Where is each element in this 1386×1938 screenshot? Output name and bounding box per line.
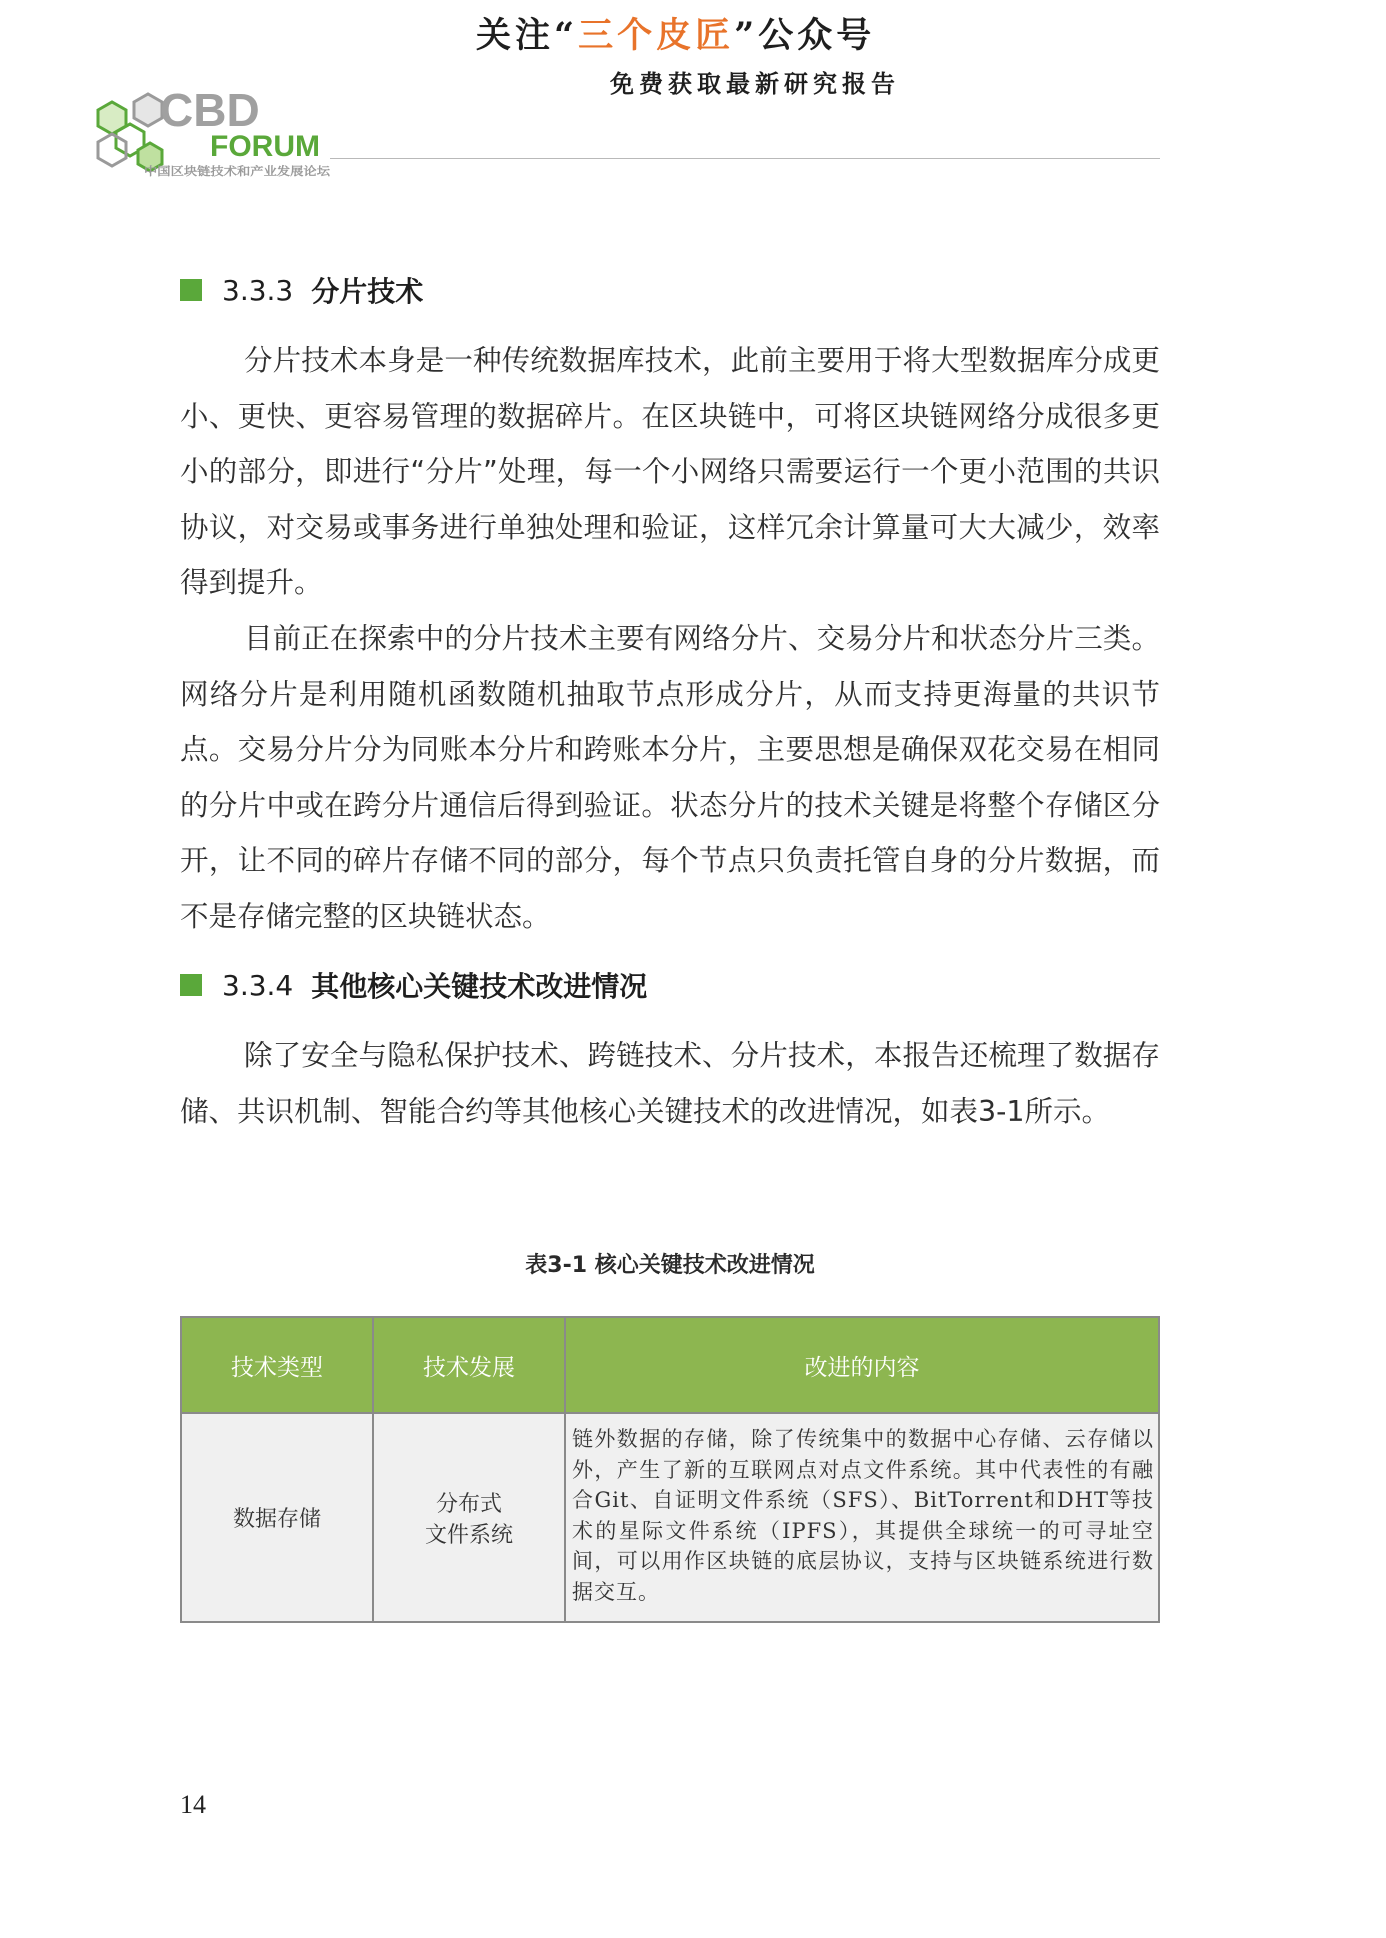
table-row [181,1413,1159,1622]
logo-cbd-text: CBD [160,84,260,136]
cbd-forum-logo [78,80,338,180]
section-title: 其他核心关键技术改进情况 [311,970,648,1003]
logo-forum-text: FORUM [210,130,320,163]
promo-highlight: 三个皮匠 [578,15,735,56]
cell-improvement-content: 链外数据的存储，除了传统集中的数据中心存储、云存储以外，产生了新的互联网点对点文件系统。其中代表性的有融合Git、自证明文件系统（SFS）、BitTorrent和DHT等技术的星际文件系统（IPFS），其提供全球统一的可寻址空间，可以用作区块链的底层协议，支持与区块链系统进行数据交互。 [565,1413,1159,1622]
section-heading-334 [180,965,647,1005]
green-square-bullet-icon [180,279,202,301]
promo-title: 关注“三个皮匠”公众号 [476,15,876,56]
section-number: 3.3.3 [222,273,294,307]
section-title: 分片技术 [311,275,424,308]
green-square-bullet-icon [180,974,202,996]
section-heading-333 [180,270,423,310]
section-number: 3.3.4 [222,968,294,1002]
header-cell: 技术发展 [373,1317,565,1413]
hexagon-cluster-icon [98,94,162,171]
paragraph: 分片技术本身是一种传统数据库技术，此前主要用于将大型数据库分成更小、更快、更容易管理的数据碎片。在区块链中，可将区块链网络分成很多更小的部分，即进行“分片”处理，每一个小网络只需要运行一个更小范围的共识协议，对交易或事务进行单独处理和验证，这样冗余计算量可大大减少，效率得到提升。 [180,344,1160,599]
promo-subtitle: 免费获取最新研究报告 [610,69,900,98]
cell-tech-development: 分布式 文件系统 [373,1413,565,1622]
header-divider [330,158,1160,159]
header-cell: 技术类型 [181,1317,373,1413]
paragraph: 目前正在探索中的分片技术主要有网络分片、交易分片和状态分片三类。网络分片是利用随机函数随机抽取节点形成分片，从而支持更海量的共识节点。交易分片分为同账本分片和跨账本分片，主要思想是确保双花交易在相同的分片中或在跨分片通信后得到验证。状态分片的技术关键是将整个存储区分开，让不同的碎片存储不同的部分，每个节点只负责托管自身的分片数据，而不是存储完整的区块链状态。 [180,622,1160,933]
paragraph: 除了安全与隐私保护技术、跨链技术、分片技术，本报告还梳理了数据存储、共识机制、智能合约等其他核心关键技术的改进情况，如表3-1所示。 [180,1039,1160,1128]
page-number: 14 [180,1790,206,1819]
table-caption: 表3-1 核心关键技术改进情况 [525,1253,815,1278]
tech-improvement-table [180,1316,1160,1623]
table-header-row [181,1317,1159,1413]
cell-tech-type: 数据存储 [181,1413,373,1622]
header-cell: 改进的内容 [565,1317,1159,1413]
promo-banner [470,8,1030,99]
logo-subtitle-text: 中国区块链技术和产业发展论坛 [144,164,331,178]
